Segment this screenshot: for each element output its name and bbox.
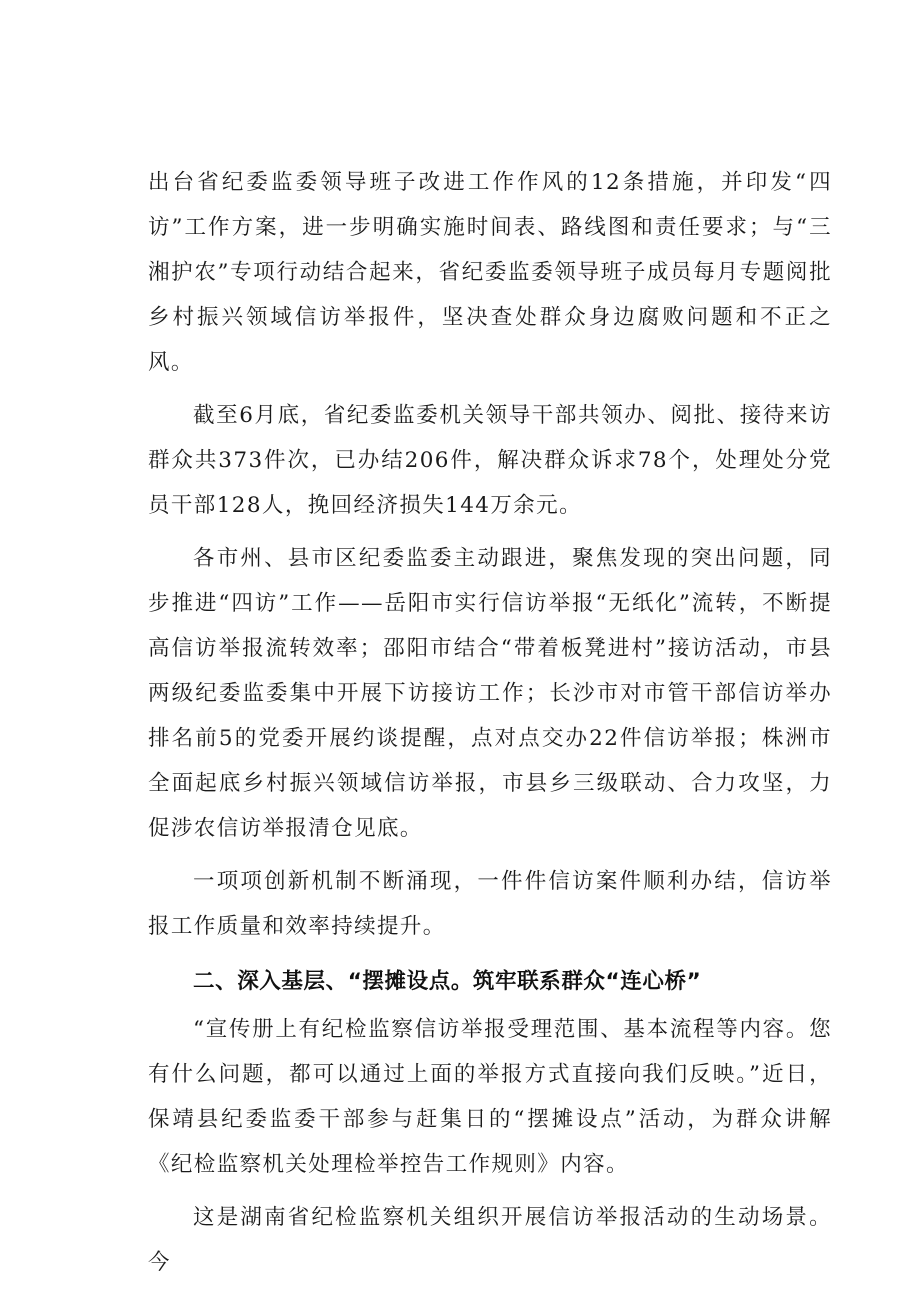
paragraph-1: 出台省纪委监委领导班子改进工作作风的12条措施，并印发“四访”工作方案，进一步明确实施时间表、路线图和责任要求；与“三湘护农”专项行动结合起来，省纪委监委领导班子成员每月专题阅批乡村振兴领域信访举报件，坚决查处群众身边腐败问题和不正之风。 bbox=[148, 170, 832, 375]
paragraph-5: “宣传册上有纪检监察信访举报受理范围、基本流程等内容。您有什么问题，都可以通过上面的举报方式直接向我们反映。”近日，保靖县纪委监委干部参与赶集日的“摆摊设点”活动，为群众讲解《纪检监察机关处理检举控告工作规则》内容。 bbox=[148, 1017, 832, 1177]
paragraph-4: 一项项创新机制不断涌现，一件件信访案件顺利办结，信访举报工作质量和效率持续提升。 bbox=[148, 869, 832, 939]
section-heading: 二、深入基层、“摆摊设点。筑牢联系群众“连心桥” bbox=[193, 969, 702, 994]
document-body bbox=[148, 160, 832, 1285]
paragraph-3: 各市州、县市区纪委监委主动跟进，聚焦发现的突出问题，同步推进“四访”工作——岳阳市实行信访举报“无纸化”流转，不断提高信访举报流转效率；邵阳市结合“带着板凳进村”接访活动，市县两级纪委监委集中开展下访接访工作；长沙市对市管干部信访举办排名前5的党委开展约谈提醒，点对点交办22件信访举报；株洲市全面起底乡村振兴领域信访举报，市县乡三级联动、合力攻坚，力促涉农信访举报清仓见底。 bbox=[148, 546, 832, 841]
paragraph-6: 这是湖南省纪检监察机关组织开展信访举报活动的生动场景。今 bbox=[148, 1205, 832, 1275]
paragraph-2: 截至6月底，省纪委监委机关领导干部共领办、阅批、接待来访群众共373件次，已办结206件，解决群众诉求78个，处理处分党员干部128人，挽回经济损失144万余元。 bbox=[148, 403, 832, 518]
